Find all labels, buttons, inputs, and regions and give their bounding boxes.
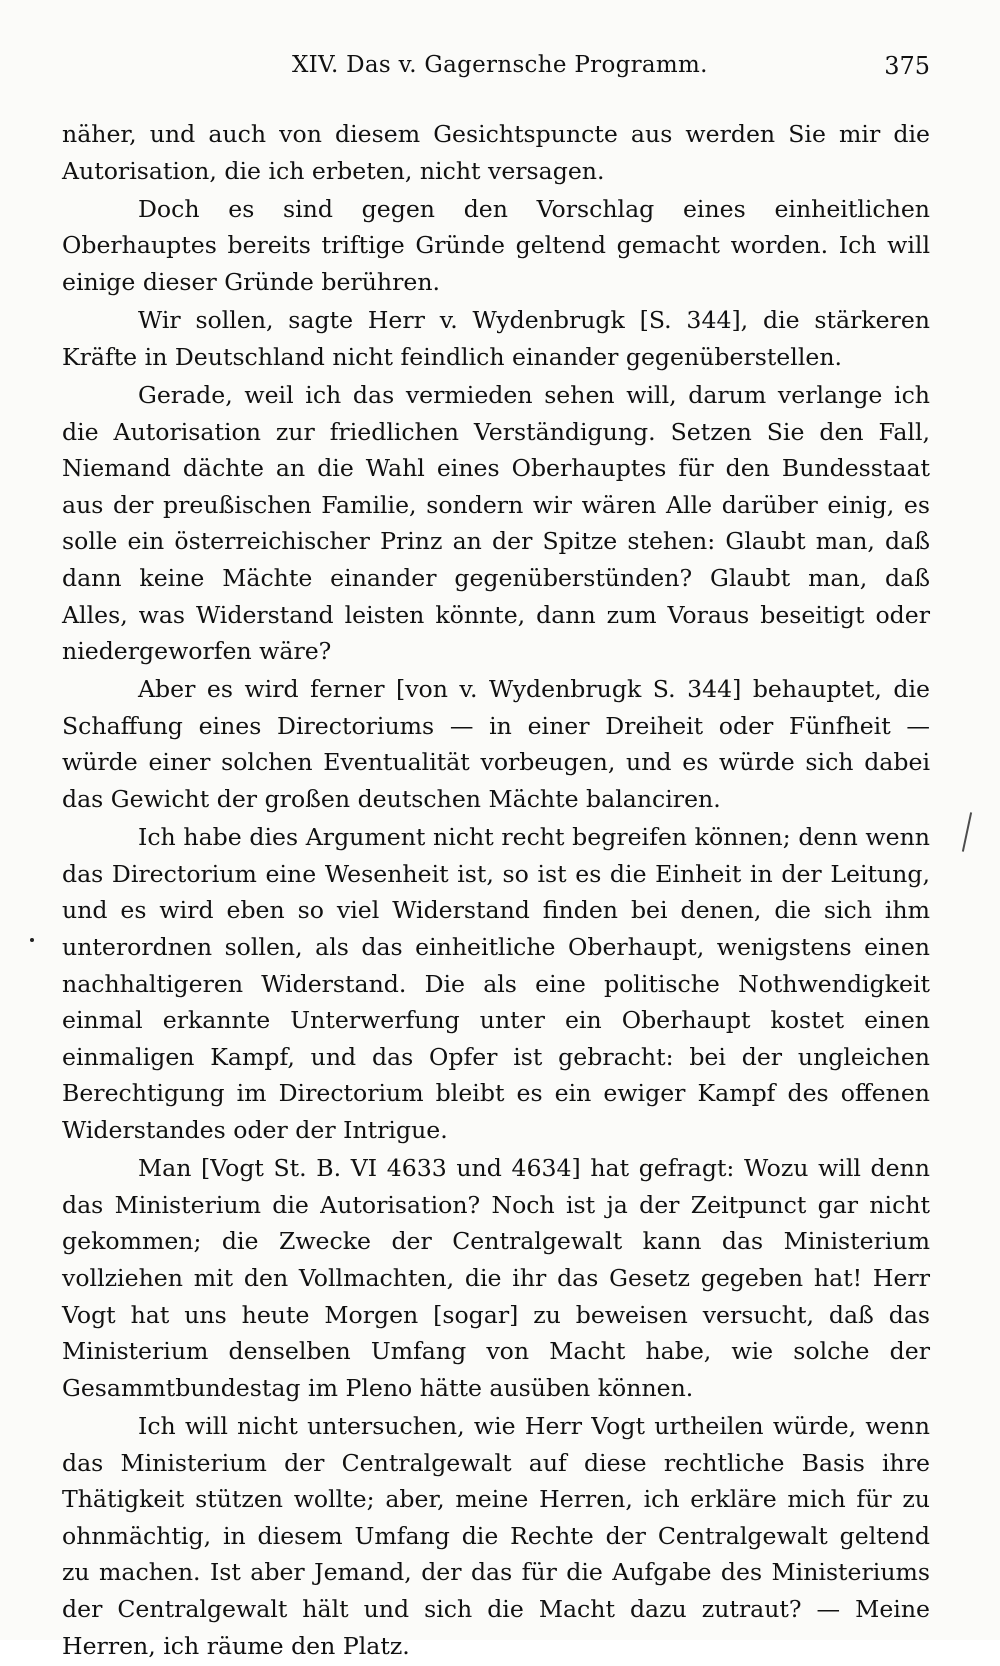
paragraph-1: näher, und auch von diesem Gesichtspuncte aus werden Sie mir die Autorisation, die ich erbeten, nicht versagen. — [62, 120, 930, 185]
paragraph-4: Gerade, weil ich das vermieden sehen will, darum verlange ich die Autorisation zur friedlichen Verständigung. Setzen Sie den Fall, Niemand dächte an die Wahl eines Oberhauptes für den Bundesstaat aus der preußischen Familie, sondern wir wären Alle darüber einig, es solle ein österreichischer Prinz an der Spitze stehen: Glaubt man, daß dann keine Mächte einander gegenüberstünden? Glaubt man, daß Alles, was Widerstand leisten könnte, dann zum Voraus beseitigt oder niedergeworfen wäre? — [62, 380, 930, 666]
running-head: XIV. Das v. Gagernsche Programm. — [292, 52, 708, 78]
margin-dot-mark — [30, 938, 34, 942]
paragraph-6: Ich habe dies Argument nicht recht begreifen können; denn wenn das Directorium eine Wesenheit ist, so ist es die Einheit in der Leitung, und es wird eben so viel Widerstand finden bei denen, die sich ihm unterordnen sollen, als das einheitliche Oberhaupt, wenigstens einen nachhaltigeren Widerstand. Die als eine politische Nothwendigkeit einmal erkannte Unterwerfung unter ein Oberhaupt kostet einen einmaligen Kampf, und das Opfer ist gebracht: bei der ungleichen Berechtigung im Directorium bleibt es ein ewiger Kampf des offenen Widerstandes oder der Intrigue. — [62, 823, 930, 1144]
body-text — [62, 116, 930, 1666]
margin-slash-mark — [962, 812, 972, 852]
page-number: 375 — [884, 52, 930, 80]
paragraph-2: Doch es sind gegen den Vorschlag eines einheitlichen Oberhauptes bereits triftige Gründe geltend gemacht worden. Ich will einige dieser Gründe berühren. — [62, 194, 930, 296]
paragraph-7: Man [Vogt St. B. VI 4633 und 4634] hat gefragt: Wozu will denn das Ministerium die Autorisation? Noch ist ja der Zeitpunct gar nicht gekommen; die Zwecke der Centralgewalt kann das Ministerium vollziehen mit den Vollmachten, die ihr das Gesetz gegeben hat! Herr Vogt hat uns heute Morgen [sogar] zu beweisen versucht, daß das Ministerium denselben Umfang von Macht habe, wie solche der Gesammtbundestag im Pleno hätte ausüben können. — [62, 1154, 930, 1402]
paragraph-5: Aber es wird ferner [von v. Wydenbrugk S. 344] behauptet, die Schaffung eines Directoriums — in einer Dreiheit oder Fünfheit — würde einer solchen Eventualität vorbeugen, und es würde sich dabei das Gewicht der großen deutschen Mächte balanciren. — [62, 675, 930, 814]
paragraph-8: Ich will nicht untersuchen, wie Herr Vogt urtheilen würde, wenn das Ministerium der Centralgewalt auf diese rechtliche Basis ihre Thätigkeit stützen wollte; aber, meine Herren, ich erkläre mich für zu ohnmächtig, in diesem Umfang die Rechte der Centralgewalt geltend zu machen. Ist aber Jemand, der das für die Aufgabe des Ministeriums der Centralgewalt hält und sich die Macht dazu zutraut? — Meine Herren, ich räume den Platz. — [62, 1411, 930, 1660]
paragraph-3: Wir sollen, sagte Herr v. Wydenbrugk [S. 344], die stärkeren Kräfte in Deutschland nicht feindlich einander gegenüberstellen. — [62, 306, 930, 371]
page-header — [62, 52, 930, 88]
